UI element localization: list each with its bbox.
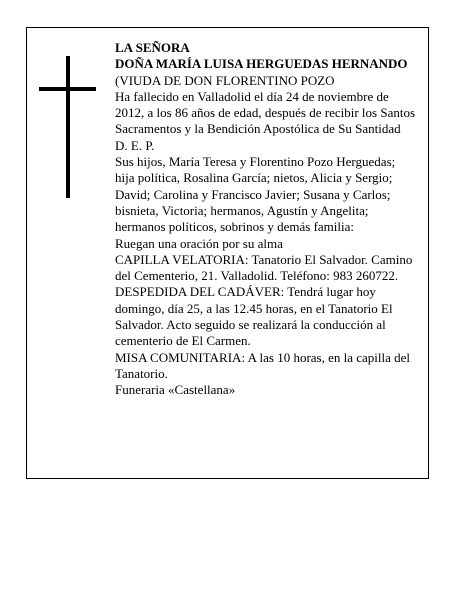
deceased-name: DOÑA MARÍA LUISA HERGUEDAS HERNANDO [115, 56, 408, 72]
obituary-card [26, 27, 429, 479]
cross-icon-horizontal [39, 87, 96, 91]
obituary-text [115, 40, 417, 399]
prayer-request: Ruegan una oración por su alma [115, 235, 283, 251]
widow-note: (VIUDA DE DON FLORENTINO POZO [115, 72, 335, 88]
dep-line: D. E. P. [115, 137, 155, 153]
family-list: Sus hijos, María Teresa y Florentino Pozo Herguedas; hija política, Rosalina García; nietos, Alicia y Sergio; David; Carolina y Francisco Javier; Susana y Carlos; bisnieta, Victoria; hermanos, Agustín y Angelita; hermanos políticos, sobrinos y demás familia: [115, 154, 396, 235]
chapel-info: CAPILLA VELATORIA: Tanatorio El Salvador. Camino del Cementerio, 21. Valladolid. Teléfono: 983 260722. [115, 251, 413, 284]
mass-info: MISA COMUNITARIA: A las 10 horas, en la capilla del Tanatorio. [115, 349, 411, 381]
title-line: LA SEÑORA [115, 40, 190, 55]
farewell-info: DESPEDIDA DEL CADÁVER: Tendrá lugar hoy domingo, día 25, a las 12.45 horas, en el Tanatorio El Salvador. Acto seguido se realizará la conducción al cementerio de El Carmen. [115, 284, 393, 349]
cross-icon-vertical [66, 56, 70, 198]
death-notice: Ha fallecido en Valladolid el día 24 de noviembre de 2012, a los 86 años de edad, después de recibir los Santos Sacramentos y la Bendición Apostólica de Su Santidad [115, 88, 416, 137]
funeral-home: Funeraria «Castellana» [115, 382, 236, 398]
